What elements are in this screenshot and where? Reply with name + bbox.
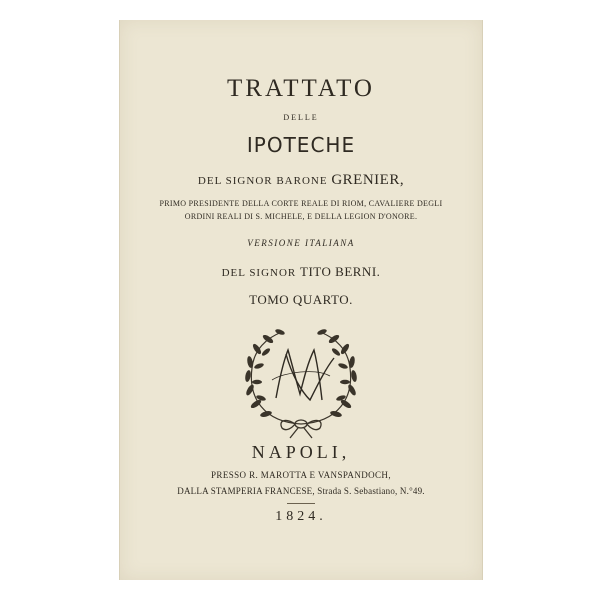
publisher-line: PRESSO R. MAROTTA E VANSPANDOCH,: [211, 470, 391, 480]
translator-line: [120, 265, 482, 279]
title-connector: DELLE: [283, 113, 319, 122]
publication-year: 1824.: [275, 509, 327, 524]
book-subject: IPOTECHE: [246, 133, 356, 157]
decorative-rule: [287, 503, 315, 504]
volume-label: TOMO QUARTO.: [249, 292, 353, 307]
book-title: TRATTATO: [227, 75, 375, 102]
printer-line: DALLA STAMPERIA FRANCESE, Strada S. Sebastiano, N.°49.: [177, 486, 425, 496]
author-prefix: DEL SIGNOR BARONE: [197, 175, 328, 187]
author-name: GRENIER,: [331, 172, 405, 188]
version-line: VERSIONE ITALIANA: [247, 238, 355, 248]
translator-prefix: DEL SIGNOR: [221, 267, 297, 279]
author-description-line-2: ORDINI REALI DI S. MICHELE, E DELLA LEGION D'ONORE.: [184, 212, 418, 221]
translator-name: TITO BERNI.: [300, 264, 381, 279]
title-page: [119, 20, 483, 580]
laurel-wreath-emblem: [226, 320, 376, 440]
author-description-line-1: PRIMO PRESIDENTE DELLA CORTE REALE DI RIOM, CAVALIERE DEGLI: [159, 199, 443, 208]
author-line: [120, 173, 482, 188]
publication-city: NAPOLI,: [251, 442, 351, 462]
